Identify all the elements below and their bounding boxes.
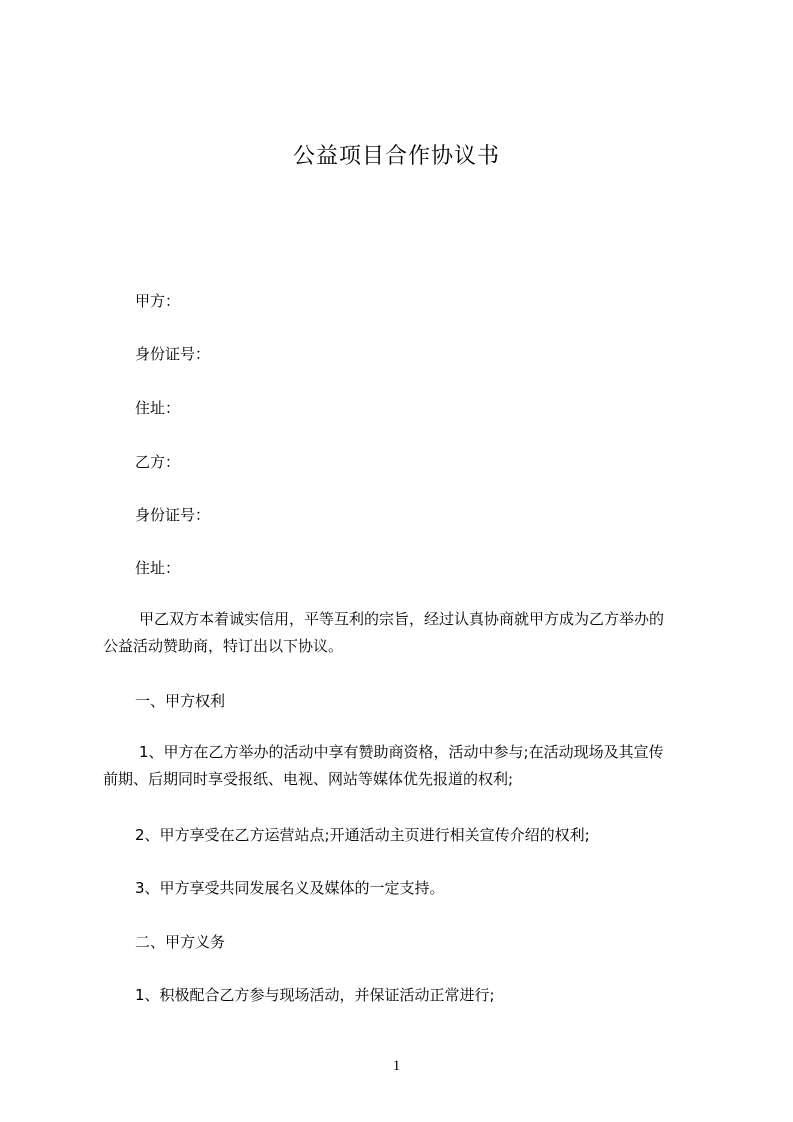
preamble-line-2: 公益活动赞助商，特订出以下协议。 [103, 637, 344, 655]
section-1-item-2: 2、甲方享受在乙方运营站点;开通活动主页进行相关宣传介绍的权利; [135, 826, 590, 844]
section-2-heading: 二、甲方义务 [135, 933, 226, 951]
party-a-address-label: 住址： [135, 399, 181, 417]
section-1-item-1-line-2: 前期、后期同时享受报纸、电视、网站等媒体优先报道的权利; [103, 770, 514, 788]
party-a-label: 甲方： [135, 292, 181, 310]
preamble-line-1: 甲乙双方本着诚实信用，平等互利的宗旨，经过认真协商就甲方成为乙方举办的 [139, 610, 665, 628]
section-1-item-1-line-1: 1、甲方在乙方举办的活动中享有赞助商资格，活动中参与;在活动现场及其宣传 [139, 743, 664, 761]
page-number: 1 [392, 1058, 401, 1074]
party-b-address-label: 住址： [135, 559, 181, 577]
section-1-heading: 一、甲方权利 [135, 692, 226, 710]
party-b-id-label: 身份证号： [135, 506, 211, 524]
preamble-paragraph [103, 606, 703, 660]
section-1-item-1 [103, 739, 703, 793]
party-b-label: 乙方： [135, 453, 181, 471]
section-2-item-1: 1、积极配合乙方参与现场活动，并保证活动正常进行; [135, 986, 495, 1004]
document-title: 公益项目合作协议书 [292, 144, 500, 169]
party-a-id-label: 身份证号： [135, 345, 211, 363]
section-1-item-3: 3、甲方享受共同发展名义及媒体的一定支持。 [135, 879, 445, 897]
